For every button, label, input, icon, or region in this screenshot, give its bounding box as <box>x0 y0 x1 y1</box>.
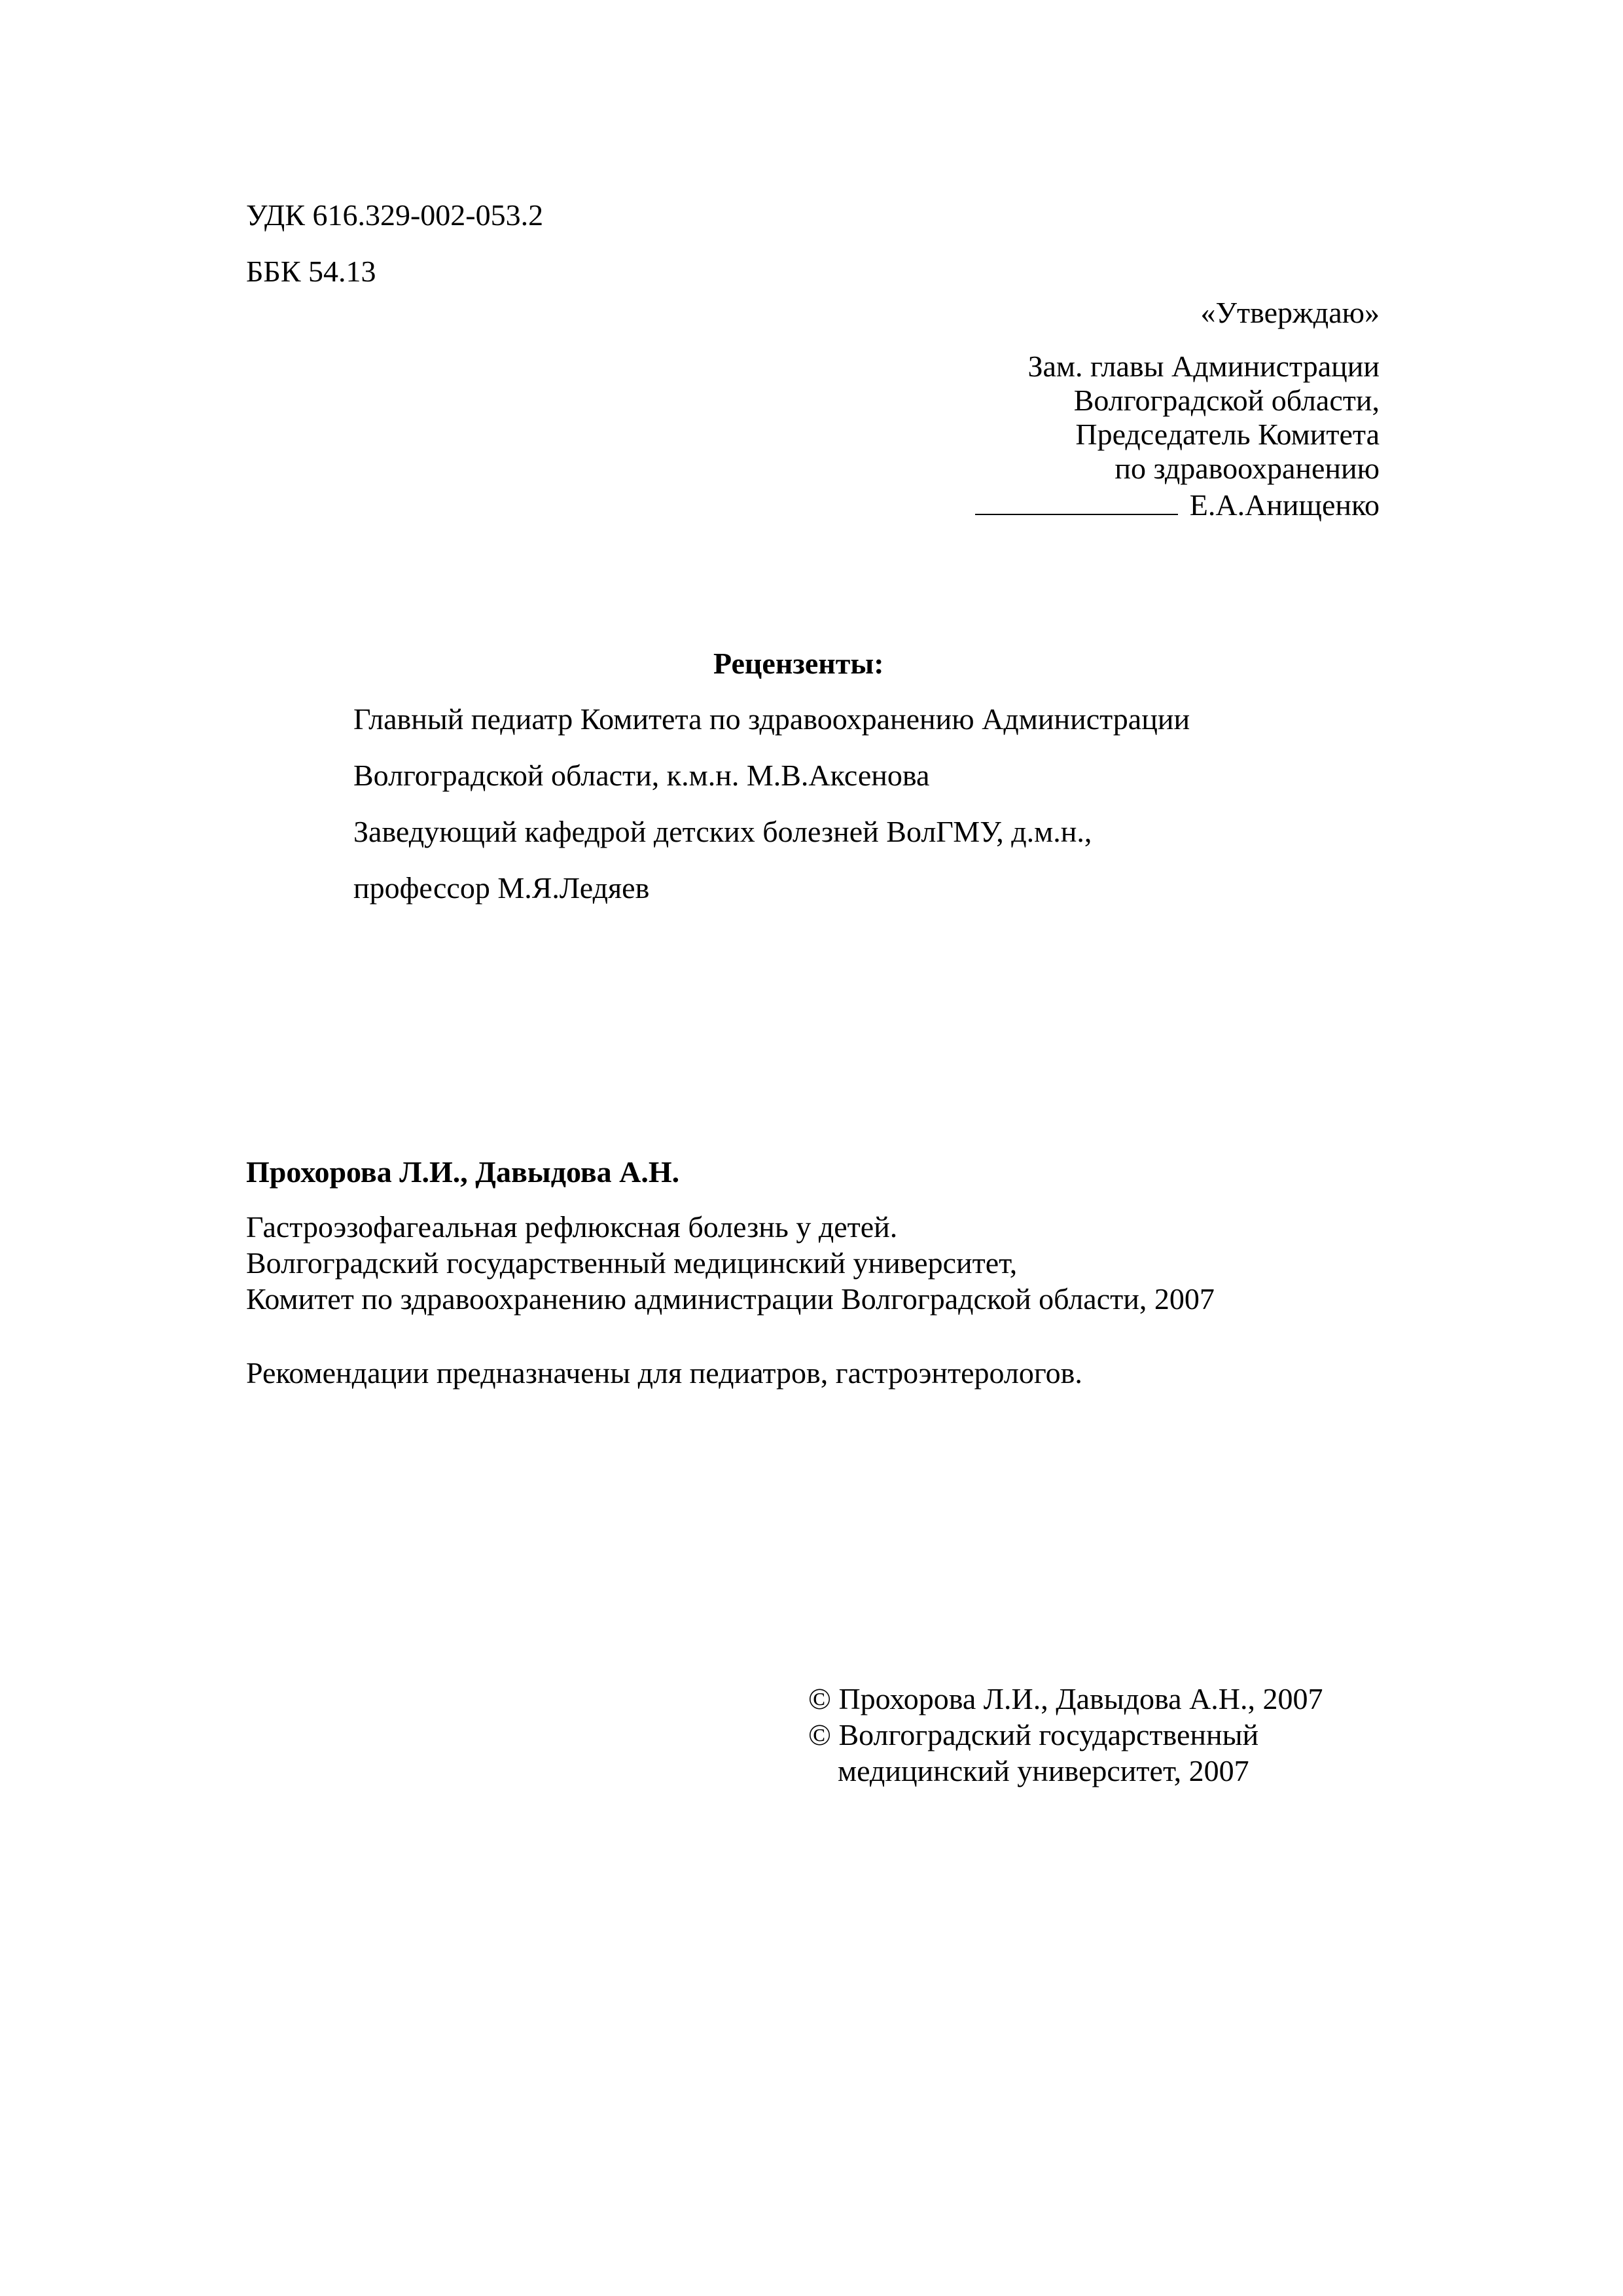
signature-blank-line <box>975 488 1178 515</box>
approval-title: «Утверждаю» <box>1200 296 1380 329</box>
approval-line: Волгоградской области, <box>1073 384 1380 417</box>
copyright-line: медицинский университет, 2007 <box>838 1754 1249 1787</box>
copyright-line: © Волгоградский государственный <box>808 1718 1259 1751</box>
udk-code: УДК 616.329-002-053.2 <box>246 198 544 232</box>
bibliography-line: Комитет по здравоохранению администрации Волгоградской области, 2007 <box>246 1282 1215 1316</box>
approval-line: по здравоохранению <box>1115 452 1380 485</box>
copyright-line: © Прохорова Л.И., Давыдова А.Н., 2007 <box>808 1682 1323 1715</box>
bibliography-line: Волгоградский государственный медицинский университет, <box>246 1246 1018 1280</box>
reviewers-heading: Рецензенты: <box>713 647 884 680</box>
reviewer-line: Заведующий кафедрой детских болезней ВолГМУ, д.м.н., <box>353 815 1092 848</box>
recommendation-text: Рекомендации предназначены для педиатров, гастроэнтерологов. <box>246 1356 1082 1390</box>
bibliography-line: Гастроэзофагеальная рефлюксная болезнь у детей. <box>246 1210 898 1244</box>
reviewer-line: профессор М.Я.Ледяев <box>353 871 650 905</box>
reviewer-line: Волгоградской области, к.м.н. М.В.Аксенова <box>353 759 930 792</box>
bbk-code: ББК 54.13 <box>246 255 376 288</box>
authors-heading: Прохорова Л.И., Давыдова А.Н. <box>246 1155 680 1189</box>
approval-line: Председатель Комитета <box>1075 418 1380 451</box>
signature-row <box>975 488 1380 520</box>
reviewer-line: Главный педиатр Комитета по здравоохранению Администрации <box>353 702 1190 736</box>
signatory-name: Е.А.Анищенко <box>1189 488 1380 522</box>
approval-line: Зам. главы Администрации <box>1027 350 1380 383</box>
